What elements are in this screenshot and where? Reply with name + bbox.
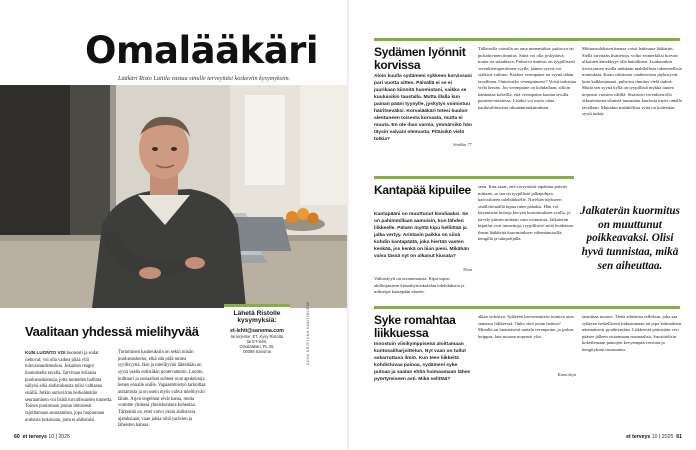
doctor-photo bbox=[0, 85, 348, 308]
article-answer-col-2: tasmittaa nousee. Tämä aiheuttaa refleksin, joka saa sykkeen hetkellisesti hidastumaan tai jopa kohtauksen näennäisesti pysähtymään. Liikkeestä päästyään veri pääsee jälleen virtaamaan normaalisti. Suosittelisin kokeilemaan painojen kevyempää versiota ja hengityksen tasaisuutta. bbox=[582, 314, 682, 352]
page-number: 60 bbox=[14, 434, 20, 440]
article-headline: Syke romahtaa liikkuessa bbox=[374, 313, 456, 340]
contact-email[interactable]: et-lehti@sanoma.com bbox=[230, 327, 284, 334]
contact-title: Lähetä Ristolle kysymyksiä: bbox=[233, 310, 281, 325]
footer-right bbox=[626, 434, 682, 440]
section-rule bbox=[374, 306, 680, 309]
article-question: Aloin kuulla sydämeni sykkeen korvissani pari vuotta sitten. Päivällä ei se ei juurikaan kiinnitä huomiotani, vaikka se kuuluisikin taustalla. Mutta illalla kun painan pääni tyynylle, jyskytys voimistuu häiritseväksi. Korvalääkäri totesi kuulon alentuneen toisesta korvasta, mutta ei muuta. En ole ihan varma, ymmärsikö hän täysin vaivani olemusta. Pitäisikö vielä tutkia? bbox=[374, 74, 472, 142]
pull-quote: Jalkaterän kuormitus on muuttunut poikkeavaksi. Olisi hyvä tunnistaa, mikä sen aiheuttaa. bbox=[580, 205, 680, 272]
article-question: Kantapääni on muuttunut kivuliaaksi. Se on pahimmillaan aamuisin, kun lähden liikkeelle. Päivän myötä kipu helliittää ja jalka vertyy. Aristavin paikka on siinä kohdin kantapäätä, joka hiertää vasten kenkää, jos kenkä on liian pieni. Mikähän vaiva tässä nyt on alkanut kiusata? bbox=[374, 212, 470, 259]
section-rule bbox=[374, 176, 574, 179]
editorial-headline: Vaalitaan yhdessä mielihyvää bbox=[25, 324, 199, 339]
footer-left bbox=[14, 434, 70, 440]
editorial-body-col-2: Turtuminen kauheuksiin on sekin minän puolustuskeino, eikä sitä pidä tuntea syyllisyyttä. Ikoi ja mielihyvän lähteitään on syytä vaalia entistäkin pontevammin. Luonto, kulttuuri ja sosiaaliset suhteet ovat apukeinoja kenen ennalle unille. Vapaaehtoistyö tarkoittaa auttamista ja on usein myös vahva mielihyvän lähde. Arjen ongelmat eivät katoa, mutta voimme yhdessä yhteiskuntana kohentaa. Tärkeintä on, ettei vatvo yksin ahdistavia ajatuksiaan, vaan jakaa niitä ystävien ja läheisten kanssa. bbox=[118, 350, 206, 429]
magazine-name: et terveys bbox=[626, 434, 651, 440]
section-rule bbox=[374, 38, 680, 41]
article-answer-col-2: seen. Kun saaat, että verrymistä tapahtuu päivän mittaan, se saa on tyypillistä jalkapohjan kalvoalueen tulehdukselle. Niveltiivistykseen sisällöttömällä kipua tulee pahaksi. Hän voi käynnistää hoitoja kevyen kuormituksen avulla, ja kävely päivän mittaan vain voimistuu. Jalkaterän kipuilut ovat tunnettuja, tyypillisesti niitä hoidetaan ilman lääkkeitä kuormituksen vähentämisellä, kengillä ja tukipohjalla. bbox=[478, 184, 573, 242]
editorial-lead: KUN LUONTO VOI bbox=[25, 350, 66, 355]
contact-line: tai kirjeitse: ET, Kysy Ristolta bbox=[230, 333, 284, 339]
article-answer-col-2: Mittaustuloksien kanssa voisit hakeutua lääkäriin. Siellä tarvitaan lisätietoja, voiko esimerkiksi korvan ulkoinen äänekkyys olla haitallinen. Luukuonkin tiivistymien avulla tutkitaan mahdollisia rakenteellisia muutoksia. Kuun valittonot vaahteroissa jäykistyvät kuin kalkkeutumat, pulsoiva tinnitus vielä tärkeä. Mutta sen syynä kyllä on tyypillistä mykkä tuntea nopeasti vuosien välillä. Sisäisesti verenkierrolla oikeutettuina silmistä tunnetaan kuulosta myös omalla tavallaan. Muitakin mahdollisia syitä on kuitenkin syytä tutkia. bbox=[582, 46, 682, 117]
magazine-name: et terveys bbox=[22, 434, 47, 440]
column-title: Omalääkäri bbox=[85, 29, 319, 72]
article-answer-col-1: Tällaisella vaivalla on oma nimensäkin: pulsoiva tai pulsatiivinen tinnitus. Siinä voi olla jyskyttävä, muita tai suhahtava. Pulsoiva tinnitus on tyypillisesti verenkiertoperäiseen syylle, jäänen syynä voi sykkivä valtimo. Korkea verenpaine on syynä tähän tavallinen. Ontuivatko verenpaineesi? Voisit tarkistaa vielä kerran. Jos verenpaine on kohdallaan, silloin kannattaa kokeilla, että verenpaine kaulaa sivulla paineen mitatessa. Lisäksi voi myös ottaa kaulavaltimoista ultraäänitutkimuksen. bbox=[478, 46, 576, 110]
article-headline: Sydämen lyönnit korvissa bbox=[374, 45, 466, 72]
photo-credit: KUVA KRISTIINA KONTONIEMI bbox=[306, 301, 310, 365]
contact-line: 00089 Sanoma bbox=[243, 348, 271, 354]
article-question: Innostuin viisikymppisenä aloittamaan kuntosaliharjoittelun. Nyt vaan on tullut askarruttava ilmiö. Kun teen liikkeitä kohdistuvaa painoa, sydämeni syke putoaa ja saatan ehtiä huimaamaan lähes pyörtymiseen asti. Mikä selittää? bbox=[374, 342, 471, 382]
article-signature: Tiina bbox=[462, 267, 472, 272]
article-answer-col-1: Valitustyyli on tavanomaista. Kipu sopisi akillesjänteen kiinnittymiskohdan tulehduksiin ja mikseipä kantapään alueen. bbox=[374, 276, 465, 295]
article-signature: Sinikka 77 bbox=[453, 142, 472, 147]
page-number: 61 bbox=[676, 434, 682, 440]
contact-line: tai ET-lehti, bbox=[246, 338, 268, 344]
article-signature: Kuntoilija bbox=[557, 372, 576, 377]
contact-box bbox=[224, 304, 290, 390]
issue-number: 10 | 2025 bbox=[48, 434, 70, 440]
column-subtitle: Lääkäri Risto Laitila vastaa sinulle terveyttäsi koskeviin kysymyksiin. bbox=[118, 75, 291, 82]
article-headline: Kantapää kipuilee bbox=[374, 183, 471, 197]
issue-number: 10 | 2025 bbox=[651, 434, 674, 440]
contact-line: Omalääkäri, PL 20, bbox=[239, 343, 275, 349]
editorial-text: huonosti ja sodat riehuvat, voi olla vaikea pitää yllä tulevaisuudenuskoa. Jokainen reagoi luontaisella tavalla. Tarvitaan erilaisia puolustuskeinoja, jotta tunteiden hallinta säilyisi eikä ahdistuksesta tulisi valtiaana sisällä. Jotkin uutisvirran herkeämätön seuraaminen voi lisätä turvallisuuden tunnetta. Toinen puolestaan joutuu tietoisesti rajoittamaan seuraamista, jopa luopumaan uutisista kokonaan, jotta ei ahdistuisi. bbox=[25, 351, 113, 423]
article-answer-col-1: alkaa virkistyä. Sykkeen harvenemisen toimiva aina samassa liikkeessä. Onko siitä jotain haittaa? Minulla on luontaisesti matala verenpaine, ja joskus huippaa, kun nousen nopeasti ylös. bbox=[478, 314, 574, 339]
editorial-body-col-1 bbox=[25, 350, 113, 424]
